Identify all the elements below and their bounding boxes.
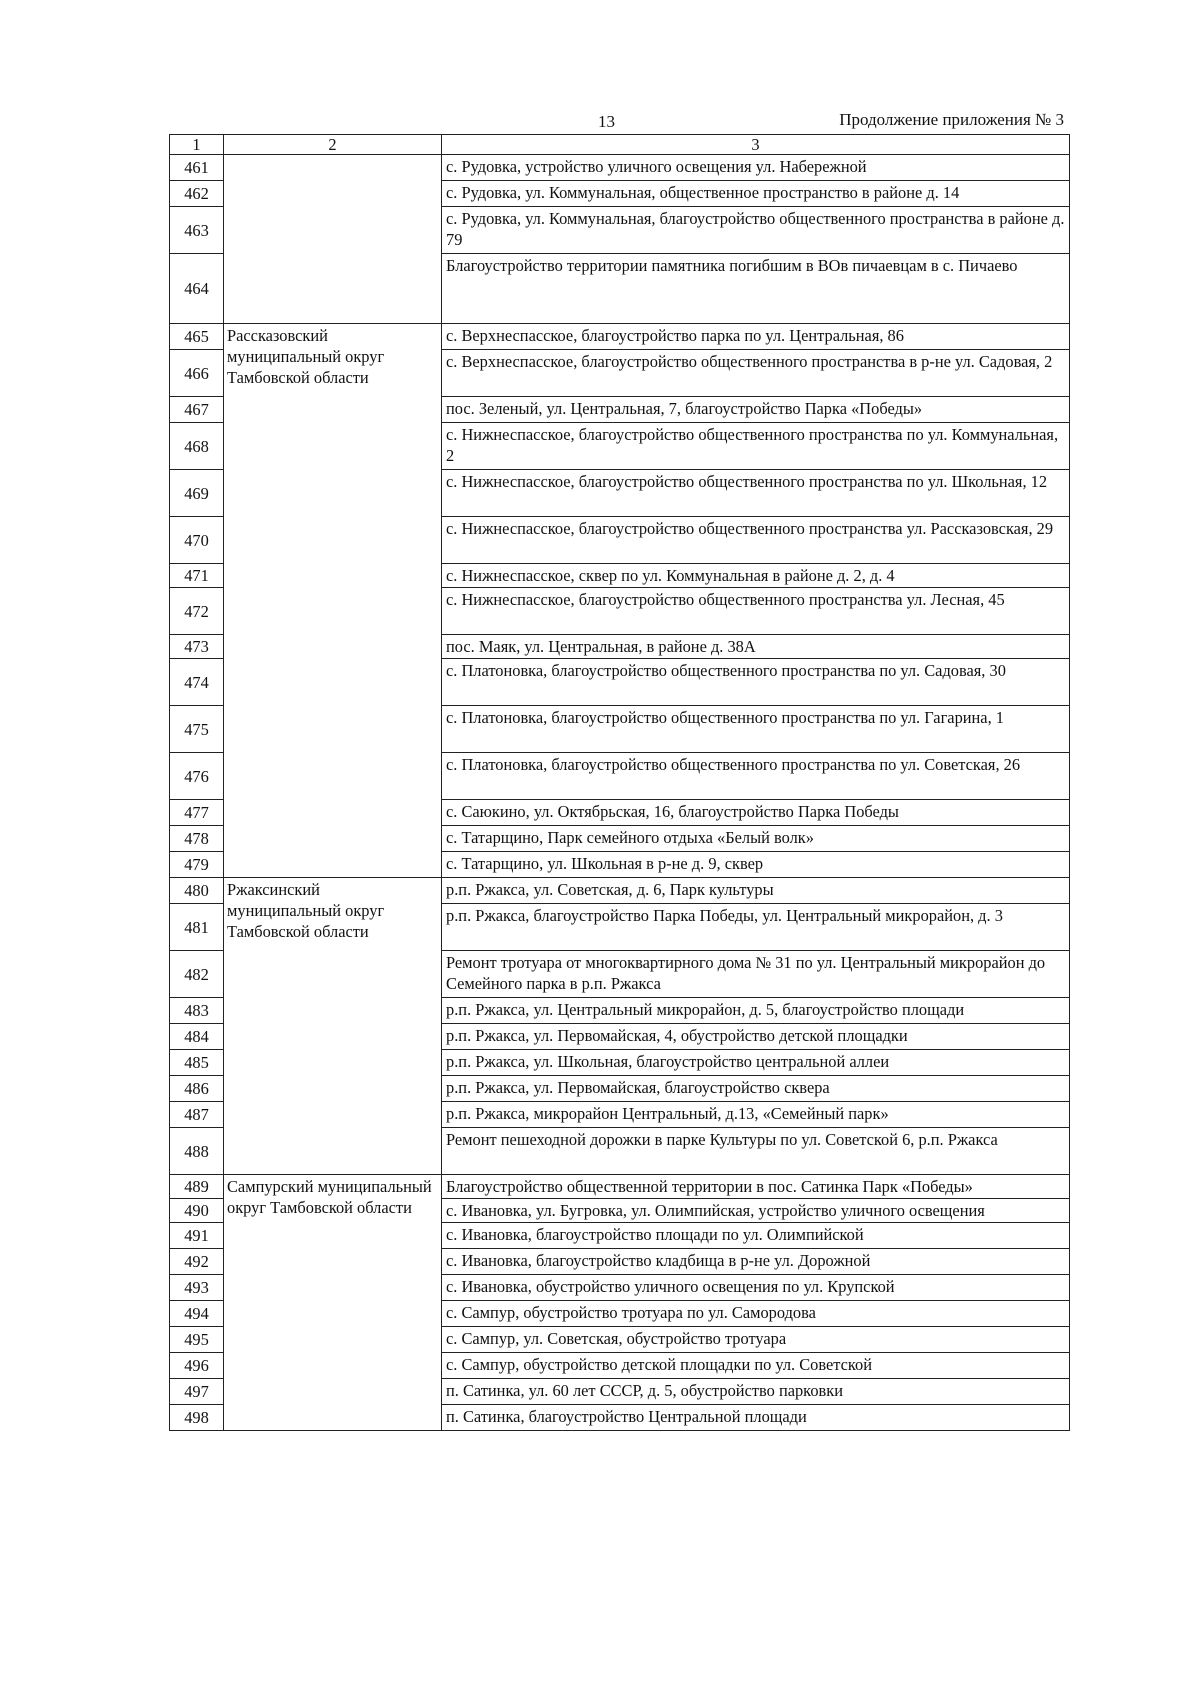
- table-row: [170, 1175, 1070, 1199]
- row-number: 462: [170, 181, 224, 207]
- object-description: с. Платоновка, благоустройство общественного пространства по ул. Гагарина, 1: [442, 706, 1070, 753]
- object-description: с. Ивановка, благоустройство площади по ул. Олимпийской: [442, 1223, 1070, 1249]
- row-number: 491: [170, 1223, 224, 1249]
- object-description: р.п. Ржакса, ул. Школьная, благоустройство центральной аллеи: [442, 1050, 1070, 1076]
- object-description: с. Нижнеспасское, благоустройство общественного пространства ул. Рассказовская, 29: [442, 517, 1070, 564]
- district-cell: Рассказовский муниципальный округ Тамбовской области: [224, 324, 442, 878]
- row-number: 472: [170, 588, 224, 635]
- district-cell: Ржаксинский муниципальный округ Тамбовской области: [224, 878, 442, 1175]
- column-header-row: [170, 135, 1070, 155]
- object-description: с. Рудовка, устройство уличного освещения ул. Набережной: [442, 155, 1070, 181]
- row-number: 487: [170, 1102, 224, 1128]
- object-description: с. Сампур, обустройство тротуара по ул. Самородова: [442, 1301, 1070, 1327]
- row-number: 497: [170, 1379, 224, 1405]
- object-description: Ремонт тротуара от многоквартирного дома № 31 по ул. Центральный микрорайон до Семейного парка в р.п. Ржакса: [442, 951, 1070, 998]
- row-number: 478: [170, 826, 224, 852]
- object-description: с. Верхнеспасское, благоустройство парка по ул. Центральная, 86: [442, 324, 1070, 350]
- row-number: 479: [170, 852, 224, 878]
- row-number: 496: [170, 1353, 224, 1379]
- row-number: 480: [170, 878, 224, 904]
- row-number: 461: [170, 155, 224, 181]
- object-description: р.п. Ржакса, ул. Советская, д. 6, Парк культуры: [442, 878, 1070, 904]
- row-number: 481: [170, 904, 224, 951]
- row-number: 473: [170, 635, 224, 659]
- object-description: с. Рудовка, ул. Коммунальная, благоустройство общественного пространства в районе д. 79: [442, 207, 1070, 254]
- object-description: с. Нижнеспасское, благоустройство общественного пространства ул. Лесная, 45: [442, 588, 1070, 635]
- object-description: с. Рудовка, ул. Коммунальная, общественное пространство в районе д. 14: [442, 181, 1070, 207]
- object-description: р.п. Ржакса, микрорайон Центральный, д.13, «Семейный парк»: [442, 1102, 1070, 1128]
- object-description: пос. Зеленый, ул. Центральная, 7, благоустройство Парка «Победы»: [442, 397, 1070, 423]
- row-number: 488: [170, 1128, 224, 1175]
- row-number: 493: [170, 1275, 224, 1301]
- object-description: р.п. Ржакса, ул. Центральный микрорайон, д. 5, благоустройство площади: [442, 998, 1070, 1024]
- continuation-note: Продолжение приложения № 3: [839, 110, 1064, 129]
- row-number: 485: [170, 1050, 224, 1076]
- object-description: р.п. Ржакса, ул. Первомайская, 4, обустройство детской площадки: [442, 1024, 1070, 1050]
- object-description: с. Саюкино, ул. Октябрьская, 16, благоустройство Парка Победы: [442, 800, 1070, 826]
- table-row: [170, 324, 1070, 350]
- object-description: с. Сампур, ул. Советская, обустройство тротуара: [442, 1327, 1070, 1353]
- row-number: 465: [170, 324, 224, 350]
- object-description: с. Платоновка, благоустройство общественного пространства по ул. Советская, 26: [442, 753, 1070, 800]
- object-description: пос. Маяк, ул. Центральная, в районе д. 38А: [442, 635, 1070, 659]
- row-number: 498: [170, 1405, 224, 1431]
- object-description: с. Татарщино, Парк семейного отдыха «Белый волк»: [442, 826, 1070, 852]
- object-description: с. Ивановка, обустройство уличного освещения по ул. Крупской: [442, 1275, 1070, 1301]
- object-description: Благоустройство общественной территории в пос. Сатинка Парк «Победы»: [442, 1175, 1070, 1199]
- object-description: р.п. Ржакса, благоустройство Парка Победы, ул. Центральный микрорайон, д. 3: [442, 904, 1070, 951]
- page-number: 13: [598, 112, 615, 131]
- row-number: 474: [170, 659, 224, 706]
- row-number: 495: [170, 1327, 224, 1353]
- object-description: с. Платоновка, благоустройство общественного пространства по ул. Садовая, 30: [442, 659, 1070, 706]
- row-number: 471: [170, 564, 224, 588]
- object-description: Ремонт пешеходной дорожки в парке Культуры по ул. Советской 6, р.п. Ржакса: [442, 1128, 1070, 1175]
- object-description: с. Нижнеспасское, благоустройство общественного пространства по ул. Коммунальная, 2: [442, 423, 1070, 470]
- row-number: 483: [170, 998, 224, 1024]
- table-row: [170, 878, 1070, 904]
- row-number: 492: [170, 1249, 224, 1275]
- object-description: Благоустройство территории памятника погибшим в ВОв пичаевцам в с. Пичаево: [442, 254, 1070, 324]
- row-number: 466: [170, 350, 224, 397]
- object-description: п. Сатинка, ул. 60 лет СССР, д. 5, обустройство парковки: [442, 1379, 1070, 1405]
- row-number: 482: [170, 951, 224, 998]
- object-description: с. Сампур, обустройство детской площадки по ул. Советской: [442, 1353, 1070, 1379]
- row-number: 477: [170, 800, 224, 826]
- row-number: 486: [170, 1076, 224, 1102]
- district-cell: Сампурский муниципальный округ Тамбовской области: [224, 1175, 442, 1431]
- object-description: с. Ивановка, благоустройство кладбища в р-не ул. Дорожной: [442, 1249, 1070, 1275]
- row-number: 475: [170, 706, 224, 753]
- object-description: р.п. Ржакса, ул. Первомайская, благоустройство сквера: [442, 1076, 1070, 1102]
- column-header-3: 3: [442, 135, 1070, 155]
- object-description: п. Сатинка, благоустройство Центральной площади: [442, 1405, 1070, 1431]
- row-number: 484: [170, 1024, 224, 1050]
- object-description: с. Ивановка, ул. Бугровка, ул. Олимпийская, устройство уличного освещения: [442, 1199, 1070, 1223]
- table-row: [170, 155, 1070, 181]
- row-number: 476: [170, 753, 224, 800]
- district-cell: [224, 155, 442, 324]
- object-description: с. Верхнеспасское, благоустройство общественного пространства в р-не ул. Садовая, 2: [442, 350, 1070, 397]
- row-number: 489: [170, 1175, 224, 1199]
- column-header-2: 2: [224, 135, 442, 155]
- object-description: с. Нижнеспасское, сквер по ул. Коммунальная в районе д. 2, д. 4: [442, 564, 1070, 588]
- row-number: 494: [170, 1301, 224, 1327]
- row-number: 464: [170, 254, 224, 324]
- row-number: 467: [170, 397, 224, 423]
- row-number: 470: [170, 517, 224, 564]
- row-number: 468: [170, 423, 224, 470]
- object-description: с. Татарщино, ул. Школьная в р-не д. 9, сквер: [442, 852, 1070, 878]
- object-description: с. Нижнеспасское, благоустройство общественного пространства по ул. Школьная, 12: [442, 470, 1070, 517]
- row-number: 469: [170, 470, 224, 517]
- row-number: 490: [170, 1199, 224, 1223]
- appendix-table: [169, 134, 1070, 1431]
- column-header-1: 1: [170, 135, 224, 155]
- row-number: 463: [170, 207, 224, 254]
